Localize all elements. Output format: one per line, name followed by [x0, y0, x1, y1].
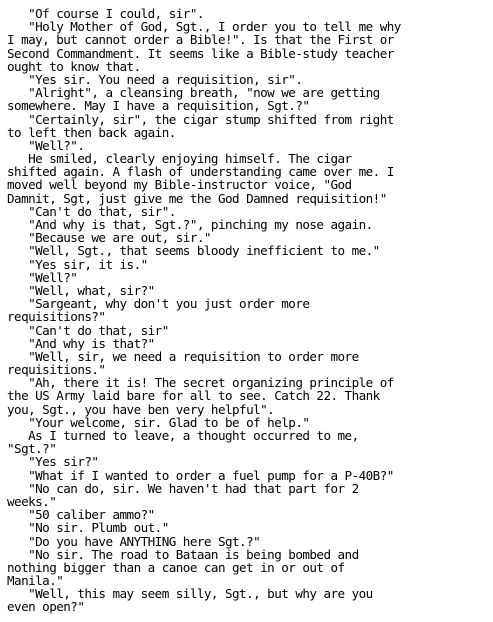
text-line: you, Sgt., you have ben very helpful". [7, 401, 275, 417]
text-line: "No sir. The road to Bataan is being bombed and [7, 546, 359, 562]
text-line: "No can do, sir. We haven't had that part for 2 [7, 480, 359, 496]
text-line: shifted again. A flash of understanding came over me. I [7, 164, 394, 180]
text-line: requisitions?" [7, 309, 106, 325]
text-line: He smiled, clearly enjoying himself. The cigar [7, 151, 352, 167]
text-line: "Holy Mother of God, Sgt., I order you to tell me why [7, 19, 401, 35]
text-line: "Yes sir, it is." [7, 256, 148, 272]
text-line: ought to know that. [7, 58, 141, 74]
story-text [7, 7, 493, 614]
text-line: "Yes sir. You need a requisition, sir". [7, 71, 303, 87]
text-line: even open?" [7, 599, 85, 615]
text-line: "And why is that?" [7, 335, 155, 351]
text-line: "Sgt.?" [7, 441, 57, 457]
text-line: "Because we are out, sir." [7, 230, 211, 246]
text-line: "Well, sir, we need a requisition to order more [7, 348, 359, 364]
text-line: "And why is that, Sgt.?", pinching my nose again. [7, 217, 373, 232]
text-line: "Your welcome, sir. Glad to be of help." [7, 414, 310, 430]
text-line: weeks." [7, 493, 57, 509]
text-line: "Well, this may seem silly, Sgt., but why are you [7, 586, 373, 602]
text-line: "What if I wanted to order a fuel pump for a P-40B?" [7, 467, 394, 483]
text-line: As I turned to leave, a thought occurred to me, [7, 428, 359, 443]
text-line: to left then back again. [7, 124, 176, 140]
text-line: "Sargeant, why don't you just order more [7, 296, 310, 312]
text-line: Damnit, Sgt, just give me the God Damned requisition!" [7, 190, 387, 206]
text-line: "Well, what, sir?" [7, 282, 155, 298]
text-line: "Yes sir?" [7, 454, 99, 470]
text-line: requisitions." [7, 362, 106, 378]
text-line: "Can't do that, sir". [7, 203, 176, 219]
text-line: "Ah, there it is! The secret organizing principle of [7, 375, 394, 391]
text-line: Second Commandment. It seems like a Bible-study teacher [7, 45, 394, 61]
text-line: Manila." [7, 573, 64, 589]
text-line: "Well?" [7, 269, 78, 285]
text-line: moved well beyond my Bible-instructor voice, "God [7, 177, 352, 193]
text-line: I may, but cannot order a Bible!". Is that the First or [7, 32, 394, 48]
text-line: "No sir. Plumb out." [7, 520, 169, 536]
text-line: "50 caliber ammo?" [7, 507, 155, 523]
text-line: nothing bigger than a canoe can get in or out of [7, 559, 345, 575]
text-line: somewhere. May I have a requisition, Sgt.?" [7, 98, 310, 114]
text-line: "Certainly, sir", the cigar stump shifted from right [7, 111, 394, 127]
text-line: the US Army laid bare for all to see. Catch 22. Thank [7, 388, 380, 404]
text-line: "Well, Sgt., that seems bloody inefficient to me." [7, 243, 380, 259]
text-line: "Well?". [7, 137, 85, 153]
text-line: "Alright", a cleansing breath, "now we are getting [7, 85, 380, 101]
text-line: "Can't do that, sir" [7, 322, 169, 338]
text-line: "Do you have ANYTHING here Sgt.?" [7, 533, 261, 549]
text-line: "Of course I could, sir". [7, 6, 204, 21]
